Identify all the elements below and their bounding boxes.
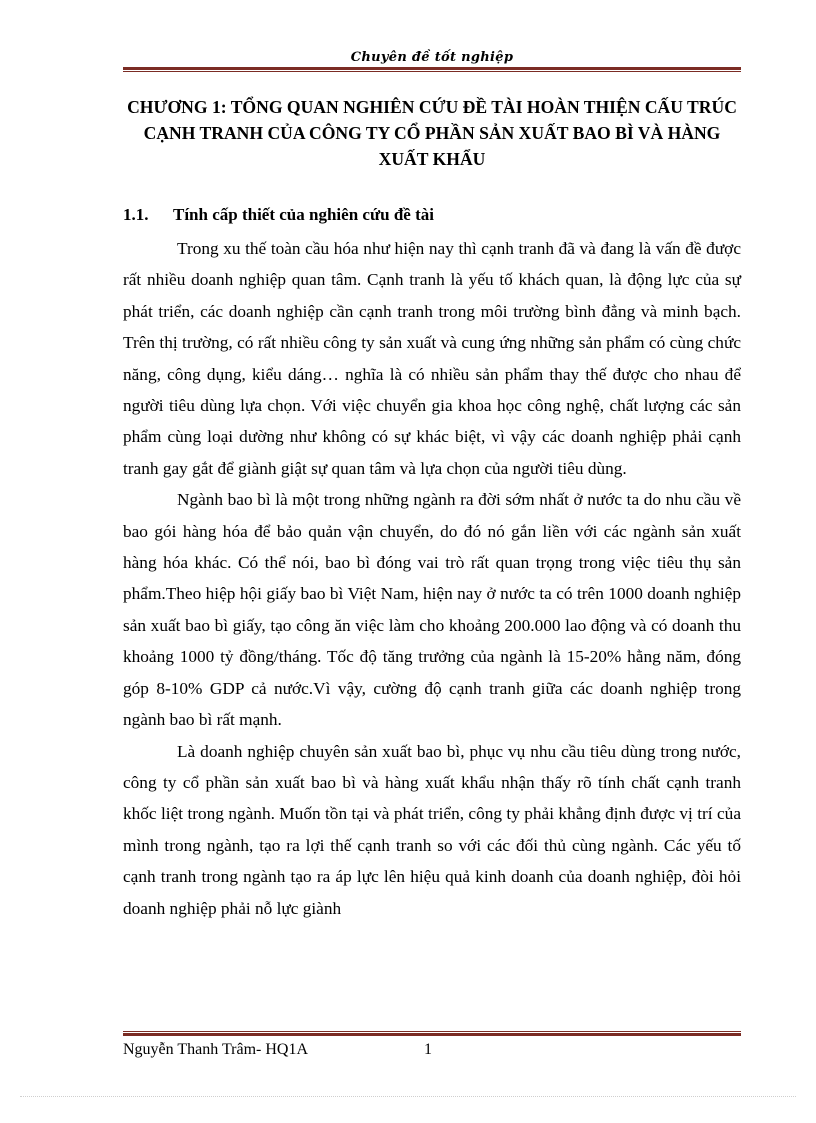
page-number: 1 [424,1041,432,1058]
header-divider [123,67,741,72]
paragraph: Là doanh nghiệp chuyên sản xuất bao bì, phục vụ nhu cầu tiêu dùng trong nước, công ty cổ phần sản xuất bao bì và hàng xuất khẩu nhận thấy rõ tính chất cạnh tranh khốc liệt trong ngành. Muốn tồn tại và phát triển, công ty phải khẳng định được vị trí của mình trong ngành, tạo ra lợi thế cạnh tranh so với các đối thủ cùng ngành. Các yếu tố cạnh tranh trong ngành tạo ra áp lực lên hiệu quả kinh doanh của doanh nghiệp, đòi hỏi doanh nghiệp phải nỗ lực giành [123,741,741,918]
footer-author: Nguyễn Thanh Trâm- HQ1A [123,1041,309,1058]
section-number: 1.1. [123,205,149,224]
section-heading [123,202,741,228]
body-text [123,233,741,924]
chapter-title: CHƯƠNG 1: TỔNG QUAN NGHIÊN CỨU ĐỀ TÀI HOÀN THIỆN CẤU TRÚC CẠNH TRANH CỦA CÔNG TY CỔ PHẦN SẢN XUẤT BAO BÌ VÀ HÀNG XUẤT KHẨU [127,97,737,169]
running-header: Chuyên đề tốt nghiệp [350,50,514,65]
paragraph: Trong xu thế toàn cầu hóa như hiện nay thì cạnh tranh đã và đang là vấn đề được rất nhiều doanh nghiệp quan tâm. Cạnh tranh là yếu tố khách quan, là động lực của sự phát triển, các doanh nghiệp cần cạnh tranh trong môi trường bình đẳng và minh bạch. Trên thị trường, có rất nhiều công ty sản xuất và cung ứng những sản phẩm có cùng chức năng, công dụng, kiểu dáng… nghĩa là có nhiều sản phẩm thay thế được cho nhau để người tiêu dùng lựa chọn. Với việc chuyển gia khoa học công nghệ, chất lượng các sản phẩm cùng loại dường như không có sự khác biệt, vì vậy các doanh nghiệp phải cạnh tranh gay gắt để giành giật sự quan tâm và lựa chọn của người tiêu dùng. [123,239,741,478]
footer-divider [123,1031,741,1036]
paragraph: Ngành bao bì là một trong những ngành ra đời sớm nhất ở nước ta do nhu cầu về bao gói hàng hóa để bảo quản vận chuyển, do đó nó gắn liền với các ngành sản xuất hàng hóa khác. Có thể nói, bao bì đóng vai trò rất quan trọng trong việc tiêu thụ sản phẩm.Theo hiệp hội giấy bao bì Việt Nam, hiện nay ở nước ta có trên 1000 doanh nghiệp sản xuất bao bì giấy, tạo công ăn việc làm cho khoảng 200.000 lao động và có doanh thu khoảng 1000 tỷ đồng/tháng. Tốc độ tăng trưởng của ngành là 15-20% hằng năm, đóng góp 8-10% GDP cả nước.Vì vậy, cường độ cạnh tranh giữa các doanh nghiệp trong ngành bao bì rất mạnh. [123,490,741,730]
page-edge-divider [20,1096,796,1097]
section-title: Tính cấp thiết của nghiên cứu đề tài [173,205,434,224]
